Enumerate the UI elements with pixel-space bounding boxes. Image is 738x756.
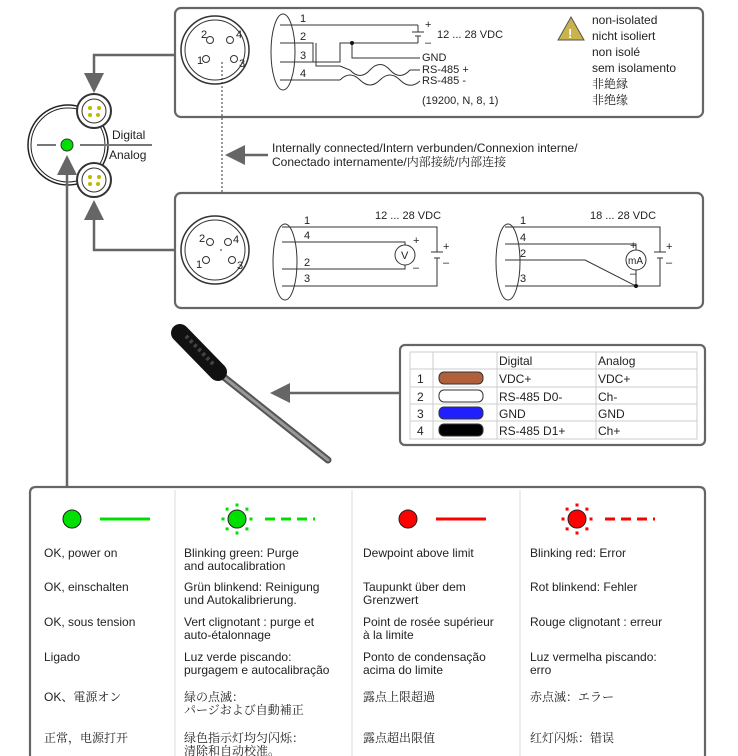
plus-label: + [443, 241, 450, 253]
analog-connector-icon [77, 163, 111, 197]
wire-label: 3 [520, 273, 527, 285]
wire-label: 2 [304, 257, 311, 269]
ammeter-label: mA [628, 256, 643, 267]
wire-label: 1 [300, 13, 307, 25]
probe-cable-image [180, 333, 328, 460]
led-description: Grün blinkend: Reinigung [184, 580, 320, 594]
internal-note: Internally connected/Intern verbunden/Connexion interne/ [272, 141, 578, 155]
wire-label: 4 [520, 232, 527, 244]
minus-label: – [630, 268, 637, 280]
warning-line: non-isolated [592, 13, 658, 27]
digital-function: VDC+ [499, 372, 532, 386]
minus-label: – [443, 257, 450, 269]
pin-label: 1 [196, 259, 203, 271]
led-description: 清除和自动校准。 [184, 744, 281, 756]
wire-color-swatch [439, 407, 483, 419]
plus-label: + [425, 19, 432, 31]
led-description: パージおよび自動補正 [184, 703, 304, 717]
wire-number: 3 [417, 407, 424, 421]
table-header: Digital [499, 354, 533, 368]
wire-label: 1 [304, 215, 311, 227]
wire-label: 3 [304, 273, 311, 285]
pin-label: 1 [197, 55, 204, 67]
wire-label: 4 [304, 230, 311, 242]
pin-label: 4 [233, 234, 240, 246]
warning-line: nicht isoliert [592, 29, 656, 43]
digital-connector-icon [77, 94, 111, 128]
led-description: OK, einschalten [44, 580, 129, 594]
digital-wiring-panel [175, 8, 703, 117]
table-header: Analog [598, 354, 636, 368]
gnd-label: GND [422, 52, 447, 64]
wire-label: 4 [300, 68, 307, 80]
plus-label: + [666, 241, 673, 253]
analog-wiring-panel [175, 193, 703, 308]
minus-label: – [666, 257, 673, 269]
pin-label: 2 [201, 29, 208, 41]
led-description: OK, power on [44, 546, 118, 560]
status-led [61, 139, 73, 151]
wire-color-swatch [439, 390, 483, 402]
led-description: Point de rosée supérieur [363, 615, 494, 629]
connector-face-icon [181, 216, 249, 284]
led-description: Ligado [44, 650, 81, 664]
pin-label: 2 [199, 233, 206, 245]
steady-led-icon [399, 510, 417, 528]
led-description: OK, sous tension [44, 615, 136, 629]
warning-line: 非絶縁 [592, 77, 629, 91]
transmitter-head [28, 94, 152, 197]
led-description: Vert clignotant : purge et [184, 615, 315, 629]
internal-note: Conectado internamente/内部接続/内部连接 [272, 155, 507, 169]
digital-function: RS-485 D1+ [499, 424, 566, 438]
serial-settings: (19200, N, 8, 1) [422, 95, 499, 107]
led-description: Rot blinkend: Fehler [530, 580, 638, 594]
wire-number: 4 [417, 424, 424, 438]
led-description: purgagem e autocalibração [184, 663, 330, 677]
connector-face-icon [181, 16, 249, 84]
led-description: 赤点滅：エラー [530, 690, 615, 704]
led-description: auto-étalonnage [184, 628, 271, 642]
pin-label: 3 [237, 260, 244, 272]
wire-number: 1 [417, 372, 424, 386]
analog-function: VDC+ [598, 372, 631, 386]
cable-color-table [400, 345, 705, 445]
digital-function: RS-485 D0- [499, 390, 563, 404]
minus-label: – [425, 37, 432, 49]
led-description: 緑の点滅： [184, 690, 245, 704]
led-description: und Autokalibrierung. [184, 593, 297, 607]
led-description: and autocalibration [184, 559, 286, 573]
analog-label: Analog [109, 148, 147, 162]
led-description: Grenzwert [363, 593, 419, 607]
led-description: erro [530, 663, 552, 677]
rs485-minus-label: RS-485 - [422, 75, 467, 87]
analog-function: GND [598, 407, 625, 421]
svg-text:!: ! [568, 26, 573, 41]
led-description: 红灯闪烁：错误 [530, 731, 615, 745]
steady-led-icon [63, 510, 81, 528]
pin-label: 4 [236, 29, 243, 41]
led-status-legend [30, 487, 705, 756]
warning-line: 非绝缘 [592, 93, 629, 107]
supply-voltage: 12 ... 28 VDC [375, 210, 442, 222]
plus-label: + [413, 235, 420, 247]
arrow-analog [94, 205, 175, 250]
digital-label: Digital [112, 128, 146, 142]
table-row [417, 372, 630, 386]
wire-label: 2 [300, 31, 307, 43]
analog-function: Ch- [598, 390, 618, 404]
led-description: 露点超出限值 [363, 731, 436, 745]
led-description: Dewpoint above limit [363, 546, 474, 560]
wire-color-swatch [439, 372, 483, 384]
plus-label: + [630, 240, 637, 252]
supply-voltage: 18 ... 28 VDC [590, 210, 657, 222]
wire-number: 2 [417, 390, 424, 404]
analog-function: Ch+ [598, 424, 621, 438]
led-description: Taupunkt über dem [363, 580, 466, 594]
led-description: OK、電源オン [44, 690, 122, 704]
led-description: Ponto de condensação [363, 650, 486, 664]
voltmeter-label: V [401, 250, 409, 262]
minus-label: – [413, 262, 420, 274]
wire-label: 2 [520, 248, 527, 260]
supply-voltage: 12 ... 28 VDC [437, 29, 504, 41]
arrow-digital [94, 55, 175, 88]
digital-function: GND [499, 407, 526, 421]
warning-line: sem isolamento [592, 61, 677, 75]
rs485-plus-label: RS-485 + [422, 64, 469, 76]
wire-label: 3 [300, 50, 307, 62]
led-description: à la limite [363, 628, 414, 642]
led-description: Blinking red: Error [530, 546, 627, 560]
wire-color-swatch [439, 424, 483, 436]
led-description: 正常，电源打开 [44, 731, 129, 745]
pin-label: 3 [239, 58, 246, 70]
led-description: acima do limite [363, 663, 444, 677]
led-description: 绿色指示灯均匀闪烁： [184, 731, 305, 745]
led-description: Luz verde piscando: [184, 650, 292, 664]
wire-label: 1 [520, 215, 527, 227]
warning-line: non isolé [592, 45, 641, 59]
led-description: Blinking green: Purge [184, 546, 299, 560]
led-description: 露点上限超過 [363, 690, 436, 704]
led-description: Luz vermelha piscando: [530, 650, 657, 664]
led-description: Rouge clignotant : erreur [530, 615, 663, 629]
